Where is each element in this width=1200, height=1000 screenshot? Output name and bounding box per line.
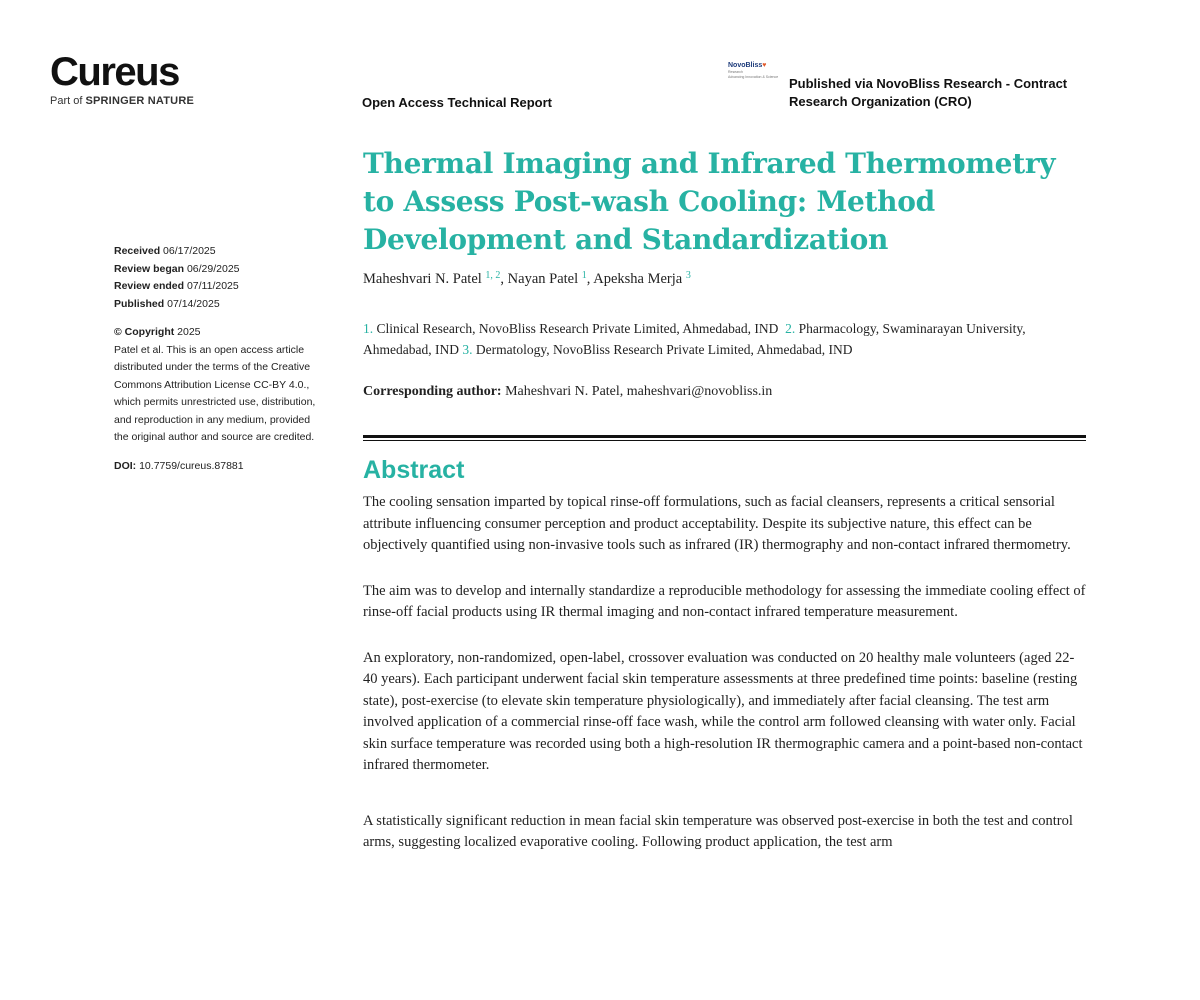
novobliss-logo-sub2: Advancing Innovation & Science	[728, 75, 779, 79]
novobliss-logo	[728, 62, 784, 82]
doi-link[interactable]: 10.7759/cureus.87881	[139, 459, 244, 472]
author-list: Maheshvari N. Patel $^{1, 2}$, Nayan Patel $^1$, Apeksha Merja $^3$	[363, 270, 691, 287]
license-line: Patel et al. This is an open access article	[114, 343, 305, 356]
copyright-label: © Copyright	[114, 326, 175, 338]
corresponding-label: Corresponding author:	[363, 384, 502, 399]
author-name[interactable]: Maheshvari N. Patel	[363, 271, 482, 287]
license-line: the original author and source are credited.	[114, 431, 315, 443]
license-line: distributed under the terms of the Creative	[114, 361, 311, 373]
affiliation-list	[363, 318, 1088, 360]
publisher-note	[789, 75, 1109, 111]
published-row	[114, 296, 339, 314]
doi-label: DOI:	[114, 459, 137, 472]
logo-tagline	[50, 95, 200, 107]
section-divider	[363, 435, 1086, 438]
affiliation-number: 1.	[363, 321, 374, 336]
report-type: Open Access Technical Report	[362, 95, 553, 110]
novobliss-logo-sub1: Research	[728, 70, 743, 74]
corresponding-contact[interactable]: Maheshvari N. Patel, maheshvari@novobliss.in	[505, 384, 773, 399]
article-sidebar	[114, 243, 339, 486]
license-line: and reproduction in any medium, provided	[114, 413, 311, 426]
copyright-block	[114, 324, 339, 447]
dates-block	[114, 243, 339, 313]
review-ended-label: Review ended	[114, 280, 185, 292]
abstract-heading: Abstract	[363, 456, 465, 484]
article-title: Thermal Imaging and Infrared Thermometry to Assess Post-wash Cooling: Method Development and Standardization	[363, 147, 1056, 256]
section-divider-thin	[363, 440, 1086, 441]
review-began-label: Review began	[114, 262, 185, 275]
doi-block	[114, 458, 339, 476]
abstract-paragraph: An exploratory, non-randomized, open-label, crossover evaluation was conducted on 20 healthy male volunteers (aged 22-40 years). Each participant underwent facial skin temperature assessments at three predefined time points: baseline (resting state), post-exercise (to elevate skin temperature physiologically), and immediately after facial cleansing. The test arm involved application of a commercial rinse-off face wash, while the control arm followed cleansing with water only. Facial skin surface temperature was recorded using both a high-resolution IR thermographic camera and a point-based non-contact infrared thermometer.	[363, 649, 1083, 773]
author-affil-ref: 1, 2	[485, 270, 501, 281]
copyright-year: 2025	[177, 326, 201, 338]
license-line: Commons Attribution License CC-BY 4.0.,	[114, 378, 310, 391]
abstract-paragraph: A statistically significant reduction in mean facial skin temperature was observed post-exercise in both the test and control arms, suggesting localized evaporative cooling. Following product application, the test arm	[363, 812, 1073, 850]
copyright-row	[114, 324, 339, 342]
review-ended-date: 07/11/2025	[186, 280, 239, 292]
abstract-paragraph: The cooling sensation imparted by topical rinse-off formulations, such as facial cleansers, represents a critical sensorial attribute influencing consumer perception and product acceptability. Despite its subjective nature, this effect can be objectively quantified using non-invasive tools such as infrared (IR) thermography and non-contact infrared thermometry.	[363, 494, 1071, 553]
heart-icon: ♥	[762, 62, 767, 69]
logo-part-of: Part of	[50, 95, 83, 107]
affiliation-text: Clinical Research, NovoBliss Research Private Limited, Ahmedabad, IND	[376, 321, 779, 336]
affiliation-number: 3.	[462, 342, 473, 357]
corresponding-author	[363, 384, 772, 400]
author-name[interactable]: Nayan Patel	[507, 271, 579, 287]
publisher-line-2: Research Organization (CRO)	[789, 94, 972, 109]
license-line: which permits unrestricted use, distribution,	[114, 396, 316, 408]
review-began-row	[114, 261, 339, 279]
abstract-paragraph: The aim was to develop and internally standardize a reproducible methodology for assessing the immediate cooling effect of rinse-off facial products using IR thermal imaging and non-contact infrared temperature measurement.	[363, 582, 1086, 620]
novobliss-logo-name: NovoBliss	[728, 62, 763, 69]
review-ended-row	[114, 278, 339, 296]
affiliation-number: 2.	[785, 321, 796, 336]
author-name[interactable]: Apeksha Merja	[593, 271, 683, 287]
logo-publisher: SPRINGER NATURE	[85, 95, 194, 107]
published-label: Published	[114, 297, 165, 310]
received-label: Received	[114, 245, 161, 257]
received-row	[114, 243, 339, 261]
received-date: 06/17/2025	[163, 245, 216, 257]
logo-wordmark: Cureus	[50, 50, 179, 94]
published-date: 07/14/2025	[167, 297, 220, 310]
author-affil-ref: 1	[581, 270, 587, 281]
author-affil-ref: 3	[685, 270, 691, 281]
publisher-line-1: Published via NovoBliss Research - Contract	[789, 76, 1068, 91]
cureus-logo[interactable]	[50, 52, 200, 107]
affiliation-text: Dermatology, NovoBliss Research Private Limited, Ahmedabad, IND	[475, 342, 853, 357]
abstract-body	[363, 492, 1088, 878]
affiliation-text: Pharmacology, Swaminarayan University, Ahmedabad, IND	[363, 321, 1026, 357]
review-began-date: 06/29/2025	[186, 262, 240, 275]
